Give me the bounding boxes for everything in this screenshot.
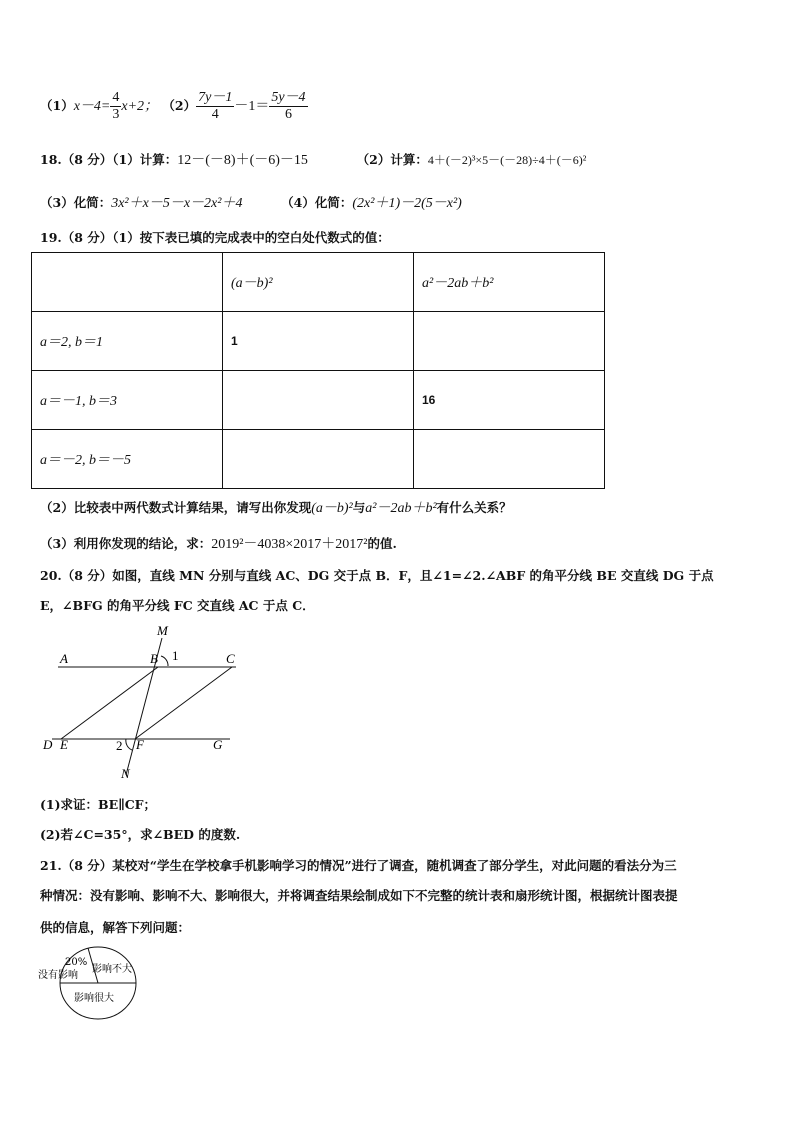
label-angle-1: 1: [172, 648, 179, 663]
line-fc: [135, 667, 232, 739]
q19-part2-end: 有什么关系？: [436, 500, 512, 515]
line-be: [61, 667, 158, 739]
label-c: C: [226, 651, 235, 666]
q19-part3-text: （3）利用你发现的结论，求：: [40, 536, 212, 551]
label-f: F: [136, 737, 144, 752]
q20-line1: 20.（8 分）如图，直线 MN 分别与直线 AC、DG 交于点 B．F，且∠1=∠2.∠ABF 的角平分线 BE 交直线 DG 于点: [40, 568, 714, 583]
q19-part3-end: 的值.: [367, 536, 397, 551]
q21-pie-chart: [30, 945, 150, 1025]
fraction-numerator: 4: [112, 90, 120, 105]
row-label: a＝－2, b＝－5: [32, 430, 223, 489]
q20-subquestion2: (2)若∠C=35°，求∠BED 的度数.: [40, 827, 241, 842]
label-m: M: [157, 623, 168, 638]
q19-heading: 19.（8 分）（1）按下表已填的完成表中的空白处代数式的值：: [40, 230, 390, 245]
label-g: G: [213, 737, 223, 752]
q18-expression4: (2x²＋1)－2(5－x²): [352, 196, 462, 211]
q21-line3: 供的信息，解答下列问题：: [40, 920, 191, 935]
row-label: a＝2, b＝1: [32, 312, 223, 371]
q17-part2-middle: －1＝: [234, 99, 270, 114]
q18-heading: 18.（8 分）（1）计算：: [40, 152, 178, 167]
pie-slice-small-effect-label: 影响不大: [92, 964, 132, 975]
q19-part2-expr1: (a－b)²: [311, 501, 353, 516]
label-n: N: [121, 766, 130, 781]
q17-part2-label: （2）: [162, 98, 197, 113]
label-angle-2: 2: [116, 738, 123, 753]
row-value-col2: 16: [414, 371, 605, 430]
q18-part2-label: （2）计算：: [356, 152, 428, 167]
q19-part3-expr: 2019²－4038×2017＋2017²: [211, 537, 368, 552]
q18-part3-label: （3）化简：: [40, 195, 112, 210]
q18-expression2: 4＋(－2)³×5－(－28)÷4＋(－6)²: [427, 153, 587, 167]
fraction-denominator: 4: [211, 107, 219, 122]
row-value-col1: 1: [223, 312, 414, 371]
q19-part2-expr2: a²－2ab＋b²: [365, 501, 437, 516]
label-d: D: [43, 737, 53, 752]
pie-percent-label: 20%: [65, 957, 88, 968]
q19-part2-mid: 与: [352, 500, 366, 515]
pie-slice-large-effect-label: 影响很大: [74, 993, 114, 1004]
table-header-col2: a²－2ab＋b²: [414, 253, 605, 312]
q21-line2: 种情况：没有影响、影响不大、影响很大，并将调查结果绘制成如下不完整的统计表和扇形统计图，根据统计图表提: [40, 888, 678, 903]
label-e: E: [60, 737, 68, 752]
q18-part4-label: （4）化简：: [281, 195, 353, 210]
fraction-numerator: 5y－4: [271, 90, 306, 105]
row-label: a＝－1, b＝3: [32, 371, 223, 430]
angle-1-arc: [161, 656, 168, 666]
q17-part1-left: x－4=: [73, 99, 111, 114]
q20-subquestion1: (1)求证：BE∥CF；: [40, 797, 157, 812]
table-header-col1: (a－b)²: [223, 253, 414, 312]
q17-part1-right: x+2；: [121, 99, 159, 114]
fraction-numerator: 7y－1: [198, 90, 233, 105]
q19-part2-text: （2）比较表中两代数式计算结果，请写出你发现: [40, 500, 312, 515]
q18-expression1: 12－(－8)＋(－6)－15: [177, 153, 308, 168]
angle-2-arc: [126, 739, 132, 750]
label-b: B: [150, 651, 158, 666]
q17-part1-label: （1）: [40, 98, 74, 113]
q18-expression3: 3x²＋x－5－x－2x²＋4: [111, 196, 243, 211]
label-a: A: [60, 651, 68, 666]
q20-line2: E，∠BFG 的角平分线 FC 交直线 AC 于点 C．: [40, 598, 315, 613]
fraction-denominator: 6: [284, 107, 292, 122]
q21-line1: 21.（8 分）某校对“学生在学校拿手机影响学习的情况”进行了调查，随机调查了部分学生，对此问题的看法分为三: [40, 858, 677, 873]
pie-slice-no-effect-label: 没有影响: [38, 970, 78, 981]
fraction-denominator: 3: [112, 107, 120, 122]
